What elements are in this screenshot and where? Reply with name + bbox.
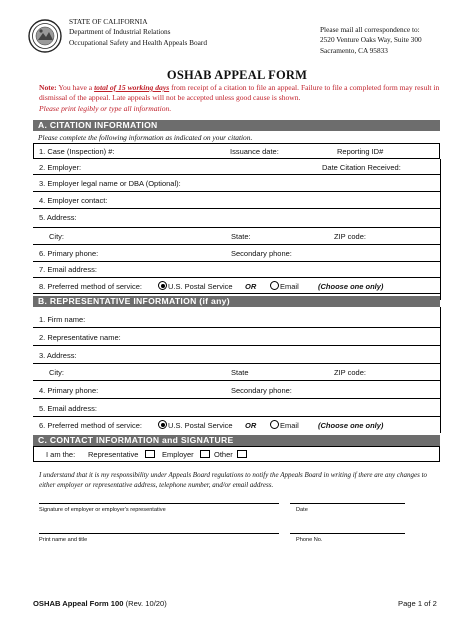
service-method-label: 8. Preferred method of service: bbox=[39, 282, 142, 291]
form-title: OSHAB APPEAL FORM bbox=[166, 68, 308, 82]
phone-label: Phone No. bbox=[296, 537, 323, 543]
rep-email-option-label: Email bbox=[280, 421, 299, 430]
city-field[interactable]: City: bbox=[49, 232, 64, 241]
section-a-heading: A. CITATION INFORMATION bbox=[33, 120, 440, 131]
header-agency bbox=[69, 17, 207, 48]
other-checkbox[interactable] bbox=[237, 450, 247, 458]
header-department: Department of Industrial Relations bbox=[69, 27, 171, 37]
form-name: OSHAB Appeal Form 100 bbox=[33, 599, 124, 608]
state-field[interactable]: State: bbox=[231, 232, 251, 241]
form-number bbox=[33, 599, 167, 608]
date-line[interactable] bbox=[290, 503, 405, 504]
filing-note bbox=[39, 83, 444, 114]
representative-checkbox[interactable] bbox=[145, 450, 155, 458]
note-text-a: You have a bbox=[56, 83, 95, 92]
section-a-subnote: Please complete the following information as indicated on your citation. bbox=[38, 133, 253, 142]
phone-line[interactable] bbox=[290, 533, 405, 534]
signature-line[interactable] bbox=[39, 503, 279, 504]
print-name-line[interactable] bbox=[39, 533, 279, 534]
legal-name-field[interactable]: 3. Employer legal name or DBA (Optional): bbox=[39, 179, 181, 188]
reporting-id-field[interactable]: Reporting ID# bbox=[337, 147, 384, 156]
mail-instruction: Please mail all correspondence to: bbox=[320, 25, 420, 34]
note-label: Note: bbox=[39, 83, 57, 92]
i-am-label: I am the: bbox=[46, 450, 76, 459]
print-name-label: Print name and title bbox=[39, 537, 88, 543]
rep-secondary-phone-field[interactable]: Secondary phone: bbox=[231, 386, 292, 395]
rep-usps-radio[interactable] bbox=[158, 420, 167, 429]
or-label: OR bbox=[245, 282, 257, 291]
header-mailing-address bbox=[320, 25, 422, 56]
rep-primary-phone-field[interactable]: 4. Primary phone: bbox=[39, 386, 99, 395]
signature-label: Signature of employer or employer's representative bbox=[39, 507, 166, 513]
rep-email-field[interactable]: 5. Email address: bbox=[39, 404, 97, 413]
state-seal-icon bbox=[28, 19, 62, 53]
rep-usps-label: U.S. Postal Service bbox=[168, 421, 233, 430]
employer-checkbox[interactable] bbox=[200, 450, 210, 458]
rep-state-field[interactable]: State bbox=[231, 368, 249, 377]
mail-city: Sacramento, CA 95833 bbox=[320, 45, 388, 55]
note-print-instruction: Please print legibly or type all information. bbox=[39, 103, 172, 113]
form-revision: (Rev. 10/20) bbox=[123, 599, 167, 608]
rep-city-field[interactable]: City: bbox=[49, 368, 64, 377]
email-radio[interactable] bbox=[270, 281, 279, 290]
rep-choose-one-note: (Choose one only) bbox=[318, 421, 384, 430]
header-board: Occupational Safety and Health Appeals Board bbox=[69, 37, 207, 47]
page-number: Page 1 of 2 bbox=[398, 599, 437, 608]
other-option-label: Other bbox=[214, 450, 233, 459]
note-deadline: total of 15 working days bbox=[94, 83, 170, 92]
issuance-date-field[interactable]: Issuance date: bbox=[230, 147, 279, 156]
mail-street: 2520 Venture Oaks Way, Suite 300 bbox=[320, 35, 422, 45]
representative-name-field[interactable]: 2. Representative name: bbox=[39, 333, 121, 342]
address-field[interactable]: 5. Address: bbox=[39, 213, 77, 222]
employer-option-label: Employer bbox=[162, 450, 194, 459]
representative-option-label: Representative bbox=[88, 450, 139, 459]
rep-or-label: OR bbox=[245, 421, 257, 430]
rep-service-method-label: 6. Preferred method of service: bbox=[39, 421, 142, 430]
employer-contact-field[interactable]: 4. Employer contact: bbox=[39, 196, 108, 205]
employer-field[interactable]: 2. Employer: bbox=[39, 163, 82, 172]
zip-field[interactable]: ZIP code: bbox=[334, 232, 366, 241]
email-option-label: Email bbox=[280, 282, 299, 291]
rep-address-field[interactable]: 3. Address: bbox=[39, 351, 77, 360]
date-received-field[interactable]: Date Citation Received: bbox=[322, 163, 401, 172]
usps-radio[interactable] bbox=[158, 281, 167, 290]
rep-zip-field[interactable]: ZIP code: bbox=[334, 368, 366, 377]
usps-label: U.S. Postal Service bbox=[168, 282, 233, 291]
secondary-phone-field[interactable]: Secondary phone: bbox=[231, 249, 292, 258]
firm-name-field[interactable]: 1. Firm name: bbox=[39, 315, 86, 324]
header-state: STATE OF CALIFORNIA bbox=[69, 17, 148, 26]
choose-one-note: (Choose one only) bbox=[318, 282, 384, 291]
primary-phone-field[interactable]: 6. Primary phone: bbox=[39, 249, 99, 258]
note-text-b: from receipt of a citation to file an appeal. Failure to file a completed form may result in dismissal of the appeal. Late appeals will not be accepted unless good cause is shown. bbox=[39, 83, 440, 103]
rep-email-radio[interactable] bbox=[270, 420, 279, 429]
email-field[interactable]: 7. Email address: bbox=[39, 265, 97, 274]
section-b-heading: B. REPRESENTATIVE INFORMATION (if any) bbox=[33, 296, 440, 307]
case-number-field[interactable]: 1. Case (Inspection) #: bbox=[39, 147, 115, 156]
date-label: Date bbox=[296, 507, 308, 513]
section-c-heading: C. CONTACT INFORMATION and SIGNATURE bbox=[33, 435, 440, 446]
acknowledgement-text: I understand that it is my responsibility under Appeals Board regulations to notify the Appeals Board in writing if there are any changes to either employer or representative address, telephone number, and/or email address. bbox=[39, 471, 428, 489]
